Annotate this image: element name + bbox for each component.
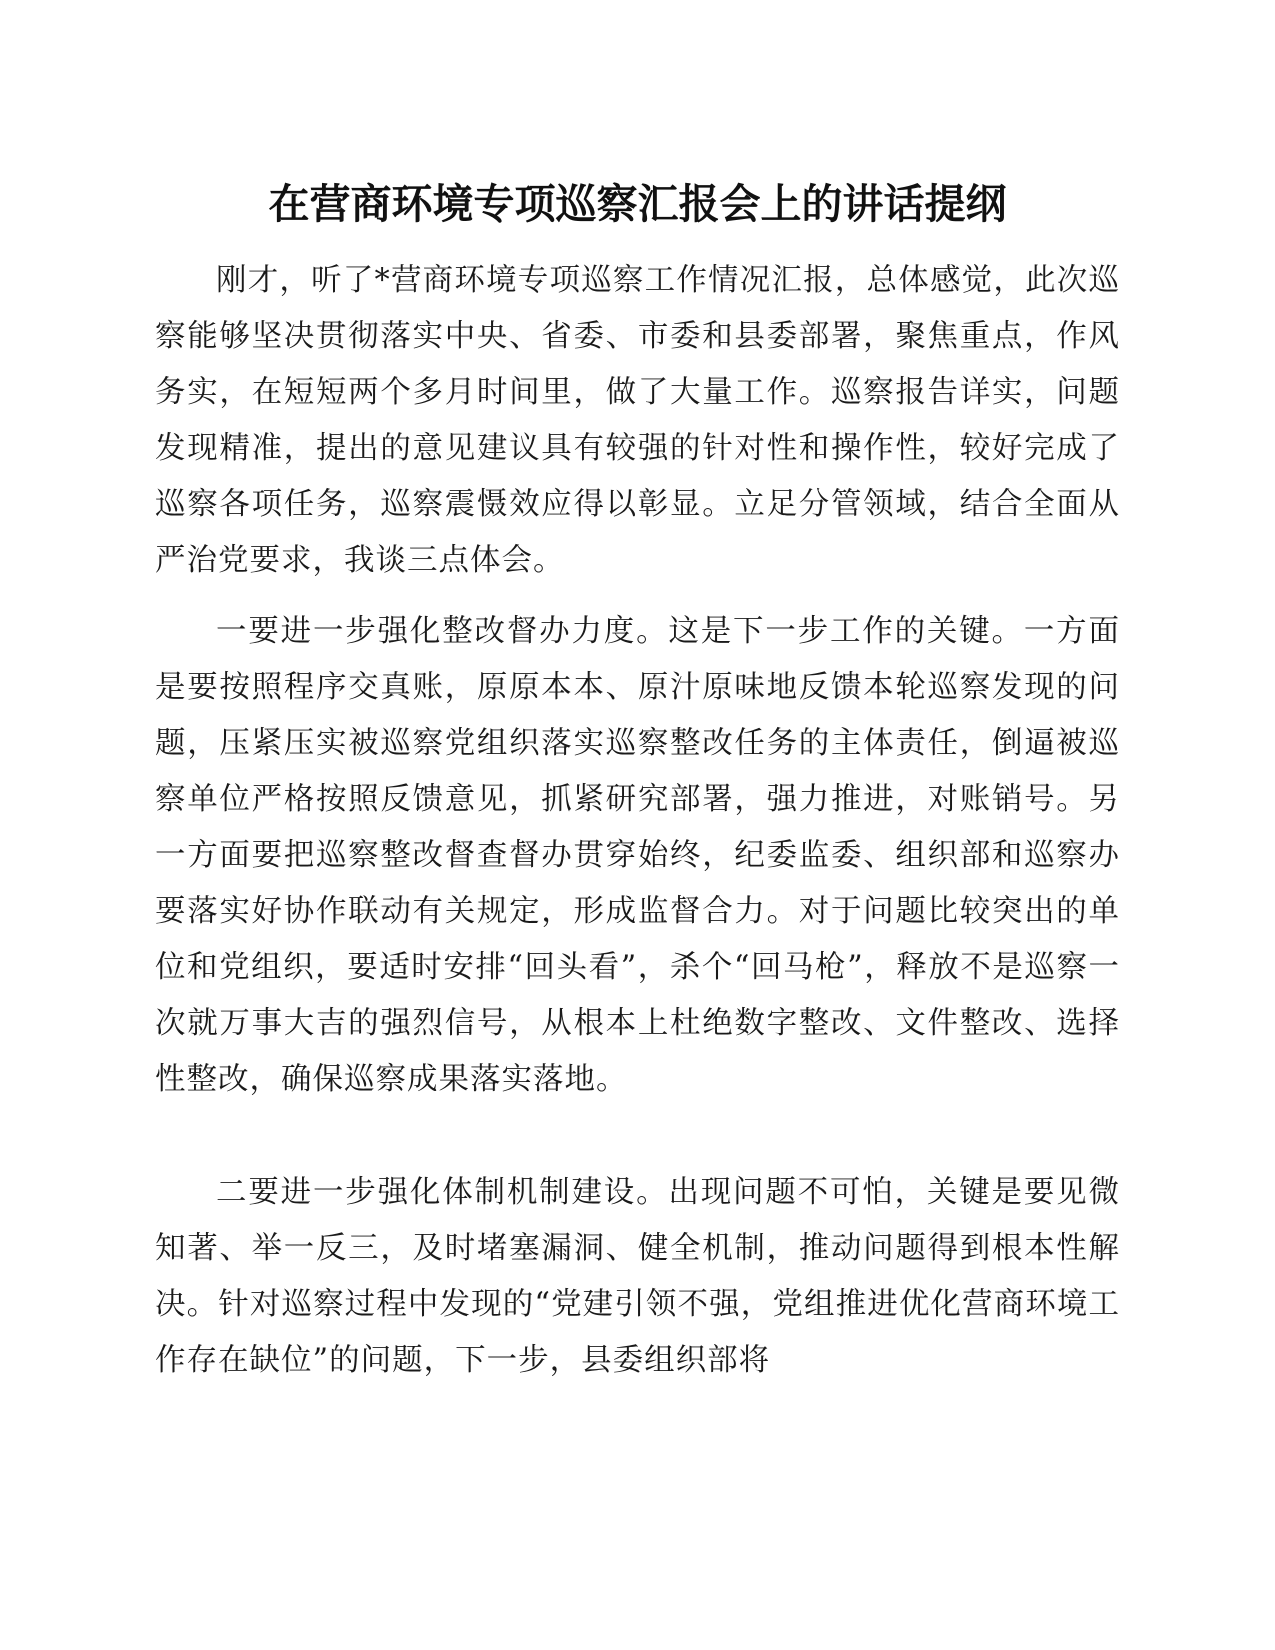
paragraph-point-one: 一要进一步强化整改督办力度。这是下一步工作的关键。一方面是要按照程序交真账，原原本本、原汁原味地反馈本轮巡察发现的问题，压紧压实被巡察党组织落实巡察整改任务的主体责任，倒逼被巡察单位严格按照反馈意见，抓紧研究部署，强力推进，对账销号。另一方面要把巡察整改督查督办贯穿始终，纪委监委、组织部和巡察办要落实好协作联动有关规定，形成监督合力。对于问题比较突出的单位和党组织，要适时安排“回头看”，杀个“回马枪”，释放不是巡察一次就万事大吉的强烈信号，从根本上杜绝数字整改、文件整改、选择性整改，确保巡察成果落实落地。 (155, 614, 1120, 1097)
paragraph-point-two: 二要进一步强化体制机制建设。出现问题不可怕，关键是要见微知著、举一反三，及时堵塞漏洞、健全机制，推动问题得到根本性解决。针对巡察过程中发现的“党建引领不强，党组推进优化营商环境工作存在缺位”的问题，下一步，县委组织部将 (155, 1175, 1120, 1378)
paragraph-intro: 刚才，听了*营商环境专项巡察工作情况汇报，总体感觉，此次巡察能够坚决贯彻落实中央、省委、市委和县委部署，聚焦重点，作风务实，在短短两个多月时间里，做了大量工作。巡察报告详实，问题发现精准，提出的意见建议具有较强的针对性和操作性，较好完成了巡察各项任务，巡察震慑效应得以彰显。立足分管领域，结合全面从严治党要求，我谈三点体会。 (155, 263, 1120, 578)
document-title: 在营商环境专项巡察汇报会上的讲话提纲 (268, 180, 1007, 228)
